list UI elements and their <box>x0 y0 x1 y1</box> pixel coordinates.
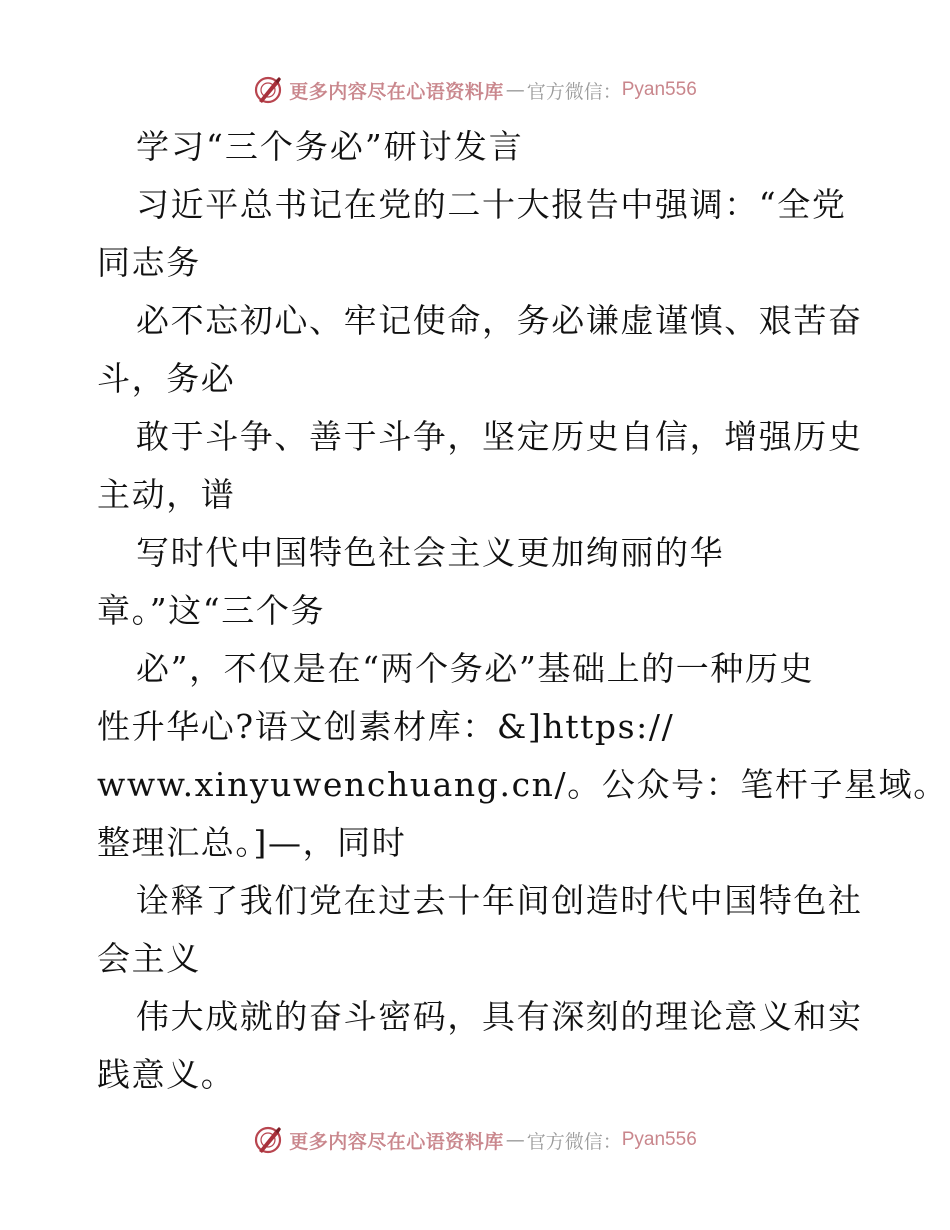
document-title: 学习“三个务必”研讨发言 <box>136 127 524 166</box>
header-banner <box>0 70 950 110</box>
paragraph-line: 伟大成就的奋斗密码，具有深刻的理论意义和实 <box>136 997 863 1036</box>
paragraph-line: 敢于斗争、善于斗争，坚定历史自信，增强历史 <box>136 417 863 456</box>
banner-title: 更多内容尽在心语资料库 <box>289 1130 504 1153</box>
paragraph-line: 斗，务必 <box>97 359 236 398</box>
banner-dash: — <box>505 1129 525 1151</box>
paragraph-line: 必”，不仅是在“两个务必”基础上的一种历史 <box>136 649 815 688</box>
banner-wechat-id: Pyan556 <box>621 1129 697 1150</box>
paragraph-line: 写时代中国特色社会主义更加绚丽的华 <box>136 533 725 572</box>
paragraph-line: 会主义 <box>97 939 201 978</box>
paragraph-line: 章。”这“三个务 <box>97 591 326 630</box>
paragraph-line: 诠释了我们党在过去十年间创造时代中国特色社 <box>136 881 863 920</box>
paragraph-line: 整理汇总。]—，同时 <box>97 823 407 862</box>
banner-wechat-label: 官方微信： <box>526 1130 622 1153</box>
pen-logo-icon <box>253 1125 283 1155</box>
paragraph-line: www.xinyuwenchuang.cn/。公众号：笔杆子星域。 <box>97 765 948 804</box>
paragraph-line: 主动，谱 <box>97 475 236 514</box>
banner-wechat-id: Pyan556 <box>621 79 697 100</box>
banner-dash: — <box>505 79 525 101</box>
paragraph-line: 同志务 <box>97 243 201 282</box>
paragraph-line: 践意义。 <box>97 1055 236 1094</box>
paragraph-line: 必不忘初心、牢记使命，务必谦虚谨慎、艰苦奋 <box>136 301 863 340</box>
paragraph-line: 性升华心?语文创素材库：&]https:// <box>97 707 675 746</box>
footer-banner <box>0 1120 950 1160</box>
pen-logo-icon <box>253 75 283 105</box>
banner-wechat-label: 官方微信： <box>526 80 622 103</box>
banner-title: 更多内容尽在心语资料库 <box>289 80 504 103</box>
paragraph-line: 习近平总书记在党的二十大报告中强调：“全党 <box>136 185 847 224</box>
document-body <box>97 118 948 1104</box>
